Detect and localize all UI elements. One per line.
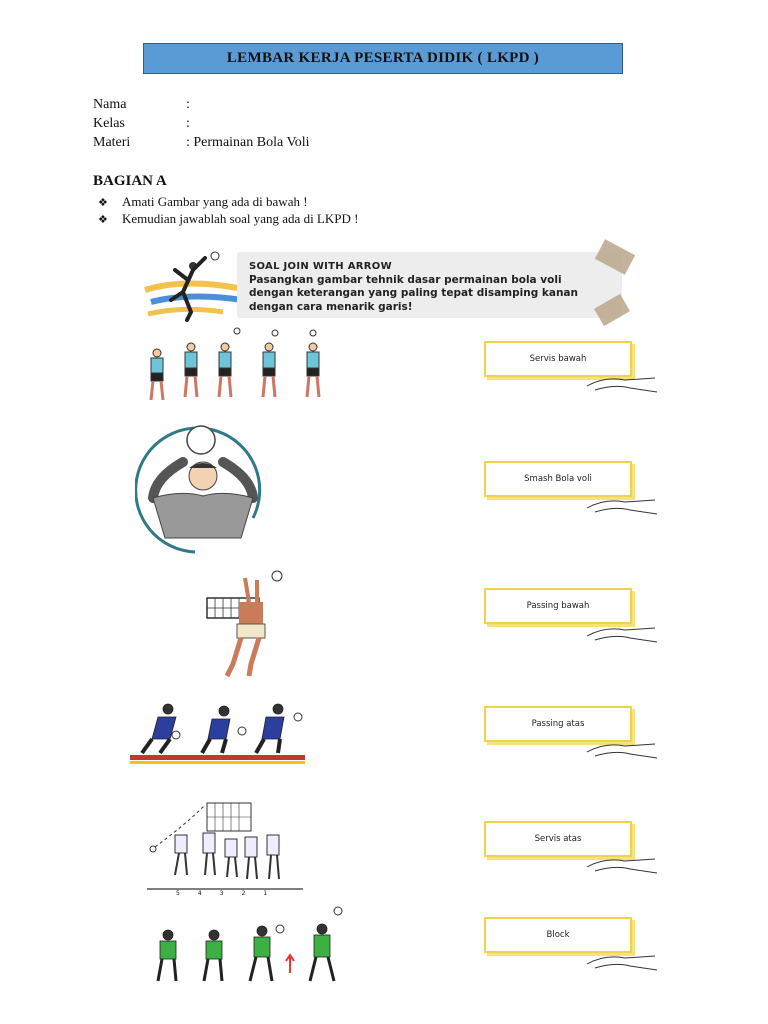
section-heading: BAGIAN A	[93, 173, 167, 189]
smash-court-illustration	[145, 795, 305, 895]
field-label: Nama	[93, 97, 127, 112]
field-value: :	[186, 116, 190, 131]
field-value: :	[186, 97, 190, 112]
instruction-item: ❖ Kemudian jawablah soal yang ada di LKPD !	[98, 211, 359, 226]
passing-bawah-sequence-illustration	[130, 695, 305, 767]
hand-icon	[585, 374, 660, 398]
diamond-bullet-icon: ❖	[98, 197, 108, 209]
hand-icon	[585, 496, 660, 520]
banner-text	[249, 260, 578, 314]
answer-label-smash-bola-voli[interactable]: Smash Bola voli	[484, 461, 632, 497]
answer-label-block[interactable]: Block	[484, 917, 632, 953]
servis-atas-sequence-illustration	[150, 905, 350, 987]
hand-icon	[585, 740, 660, 764]
answer-label-passing-atas[interactable]: Passing atas	[484, 706, 632, 742]
block-net-illustration	[205, 568, 290, 680]
court-number: 3	[219, 890, 224, 897]
page-title: LEMBAR KERJA PESERTA DIDIK ( LKPD )	[143, 43, 623, 74]
banner-line: Pasangkan gambar tehnik dasar permainan bola voli	[249, 273, 562, 286]
court-number: 1	[263, 890, 268, 897]
field-label: Materi	[93, 135, 131, 150]
banner-line: dengan cara menarik garis!	[249, 300, 413, 313]
hand-icon	[585, 855, 660, 879]
field-label: Kelas	[93, 116, 125, 131]
court-position-numbers	[176, 890, 267, 897]
banner-line: dengan keterangan yang paling tepat disamping kanan	[249, 287, 578, 299]
answer-label-servis-atas[interactable]: Servis atas	[484, 821, 632, 857]
passing-atas-circle-illustration	[135, 418, 270, 558]
answer-label-servis-bawah[interactable]: Servis bawah	[484, 341, 632, 377]
banner-heading: SOAL JOIN WITH ARROW	[249, 261, 392, 272]
hand-icon	[585, 624, 660, 648]
hand-icon	[585, 952, 660, 976]
instruction-item: ❖ Amati Gambar yang ada di bawah !	[98, 194, 308, 209]
court-number: 4	[197, 890, 202, 897]
court-number: 2	[241, 890, 246, 897]
court-number: 5	[176, 890, 180, 897]
field-value: : Permainan Bola Voli	[186, 135, 310, 150]
answer-label-passing-bawah[interactable]: Passing bawah	[484, 588, 632, 624]
servis-sequence-illustration	[135, 325, 340, 407]
diamond-bullet-icon: ❖	[98, 214, 108, 226]
